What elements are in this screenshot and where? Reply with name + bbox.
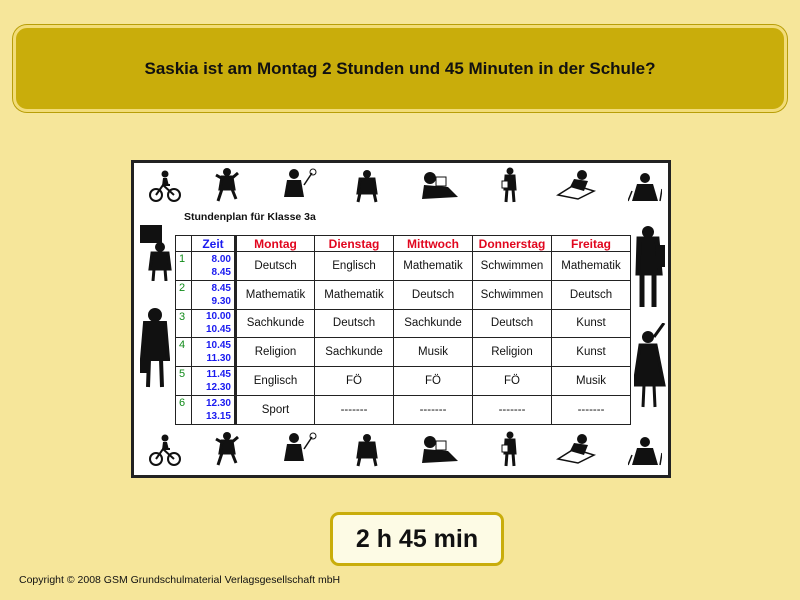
copyright-text: Copyright © 2008 GSM Grundschulmaterial Verlagsgesellschaft mbH xyxy=(19,574,341,586)
table-row xyxy=(176,367,631,396)
period-time xyxy=(192,367,236,396)
subject-cell: Deutsch xyxy=(315,309,394,338)
subject-cell: Kunst xyxy=(552,309,631,338)
kid-with-bag-icon xyxy=(500,167,520,203)
period-start-time: 10.45 xyxy=(205,340,231,352)
question-text: Saskia ist am Montag 2 Stunden und 45 Minuten in der Schule? xyxy=(144,58,656,78)
period-start-time: 8.45 xyxy=(211,282,231,294)
jumping-kid-icon xyxy=(212,167,242,203)
kid-in-grass-icon xyxy=(628,171,662,203)
period-end-time: 10.45 xyxy=(205,324,231,336)
header-mittwoch: Mittwoch xyxy=(394,236,473,252)
period-end-time: 12.30 xyxy=(205,382,231,394)
header-zeit: Zeit xyxy=(192,236,236,252)
period-number: 3 xyxy=(176,309,192,338)
cyclist-icon xyxy=(148,433,182,467)
subject-cell: ------- xyxy=(394,395,473,424)
kid-in-grass-icon xyxy=(628,435,662,467)
girl-with-backpack-icon xyxy=(140,307,170,389)
girl-waving-icon xyxy=(634,323,668,409)
table-row xyxy=(176,252,631,281)
kid-writing-icon xyxy=(554,169,598,201)
kid-with-bag-icon xyxy=(500,431,520,467)
jumping-kid-icon xyxy=(212,431,242,467)
subject-cell: Mathematik xyxy=(552,252,631,281)
subject-cell: Mathematik xyxy=(394,252,473,281)
question-banner xyxy=(13,25,787,112)
subject-cell: Musik xyxy=(394,338,473,367)
period-time xyxy=(192,395,236,424)
kid-at-board-icon xyxy=(140,219,172,281)
sitting-kid-icon xyxy=(354,169,380,203)
header-donnerstag: Donnerstag xyxy=(473,236,552,252)
period-number: 1 xyxy=(176,252,192,281)
header-freitag: Freitag xyxy=(552,236,631,252)
period-start-time: 12.30 xyxy=(205,397,231,409)
schedule-card xyxy=(131,160,671,478)
subject-cell: FÖ xyxy=(315,367,394,396)
table-header-row xyxy=(176,236,631,252)
subject-cell: Sachkunde xyxy=(236,309,315,338)
subject-cell: FÖ xyxy=(473,367,552,396)
subject-cell: Deutsch xyxy=(236,252,315,281)
answer-text: 2 h 45 min xyxy=(355,524,479,553)
period-time xyxy=(192,309,236,338)
table-row xyxy=(176,309,631,338)
subject-cell: Mathematik xyxy=(236,280,315,309)
schedule-caption: Stundenplan für Klasse 3a xyxy=(184,211,316,223)
period-end-time: 13.15 xyxy=(205,410,231,422)
period-number: 4 xyxy=(176,338,192,367)
lying-reader-icon xyxy=(418,169,462,203)
table-row xyxy=(176,395,631,424)
subject-cell: Deutsch xyxy=(394,280,473,309)
period-start-time: 10.00 xyxy=(205,311,231,323)
header-num-cell xyxy=(176,236,192,252)
period-time xyxy=(192,252,236,281)
period-end-time: 8.45 xyxy=(211,266,231,278)
subject-cell: ------- xyxy=(473,395,552,424)
kid-with-flower-icon xyxy=(282,167,318,203)
subject-cell: Deutsch xyxy=(473,309,552,338)
cyclist-icon xyxy=(148,169,182,203)
period-start-time: 11.45 xyxy=(206,369,231,381)
subject-cell: Musik xyxy=(552,367,631,396)
lying-reader-icon xyxy=(418,433,462,467)
schedule-table xyxy=(175,235,631,425)
subject-cell: Schwimmen xyxy=(473,252,552,281)
subject-cell: Sport xyxy=(236,395,315,424)
subject-cell: Religion xyxy=(473,338,552,367)
table-row xyxy=(176,338,631,367)
answer-box xyxy=(330,512,504,566)
subject-cell: Deutsch xyxy=(552,280,631,309)
sitting-kid-icon xyxy=(354,433,380,467)
subject-cell: ------- xyxy=(552,395,631,424)
subject-cell: Kunst xyxy=(552,338,631,367)
subject-cell: Sachkunde xyxy=(315,338,394,367)
period-end-time: 9.30 xyxy=(211,295,231,307)
subject-cell: FÖ xyxy=(394,367,473,396)
subject-cell: Religion xyxy=(236,338,315,367)
period-end-time: 11.30 xyxy=(206,353,231,365)
subject-cell: Sachkunde xyxy=(394,309,473,338)
period-time xyxy=(192,280,236,309)
table-row xyxy=(176,280,631,309)
kid-with-flower-icon xyxy=(282,431,318,467)
period-number: 6 xyxy=(176,395,192,424)
subject-cell: Englisch xyxy=(315,252,394,281)
header-dienstag: Dienstag xyxy=(315,236,394,252)
subject-cell: ------- xyxy=(315,395,394,424)
standing-boy-icon xyxy=(634,225,666,309)
period-number: 5 xyxy=(176,367,192,396)
subject-cell: Schwimmen xyxy=(473,280,552,309)
period-number: 2 xyxy=(176,280,192,309)
header-montag: Montag xyxy=(236,236,315,252)
kid-writing-icon xyxy=(554,433,598,465)
subject-cell: Mathematik xyxy=(315,280,394,309)
period-time xyxy=(192,338,236,367)
subject-cell: Englisch xyxy=(236,367,315,396)
period-start-time: 8.00 xyxy=(211,253,231,265)
